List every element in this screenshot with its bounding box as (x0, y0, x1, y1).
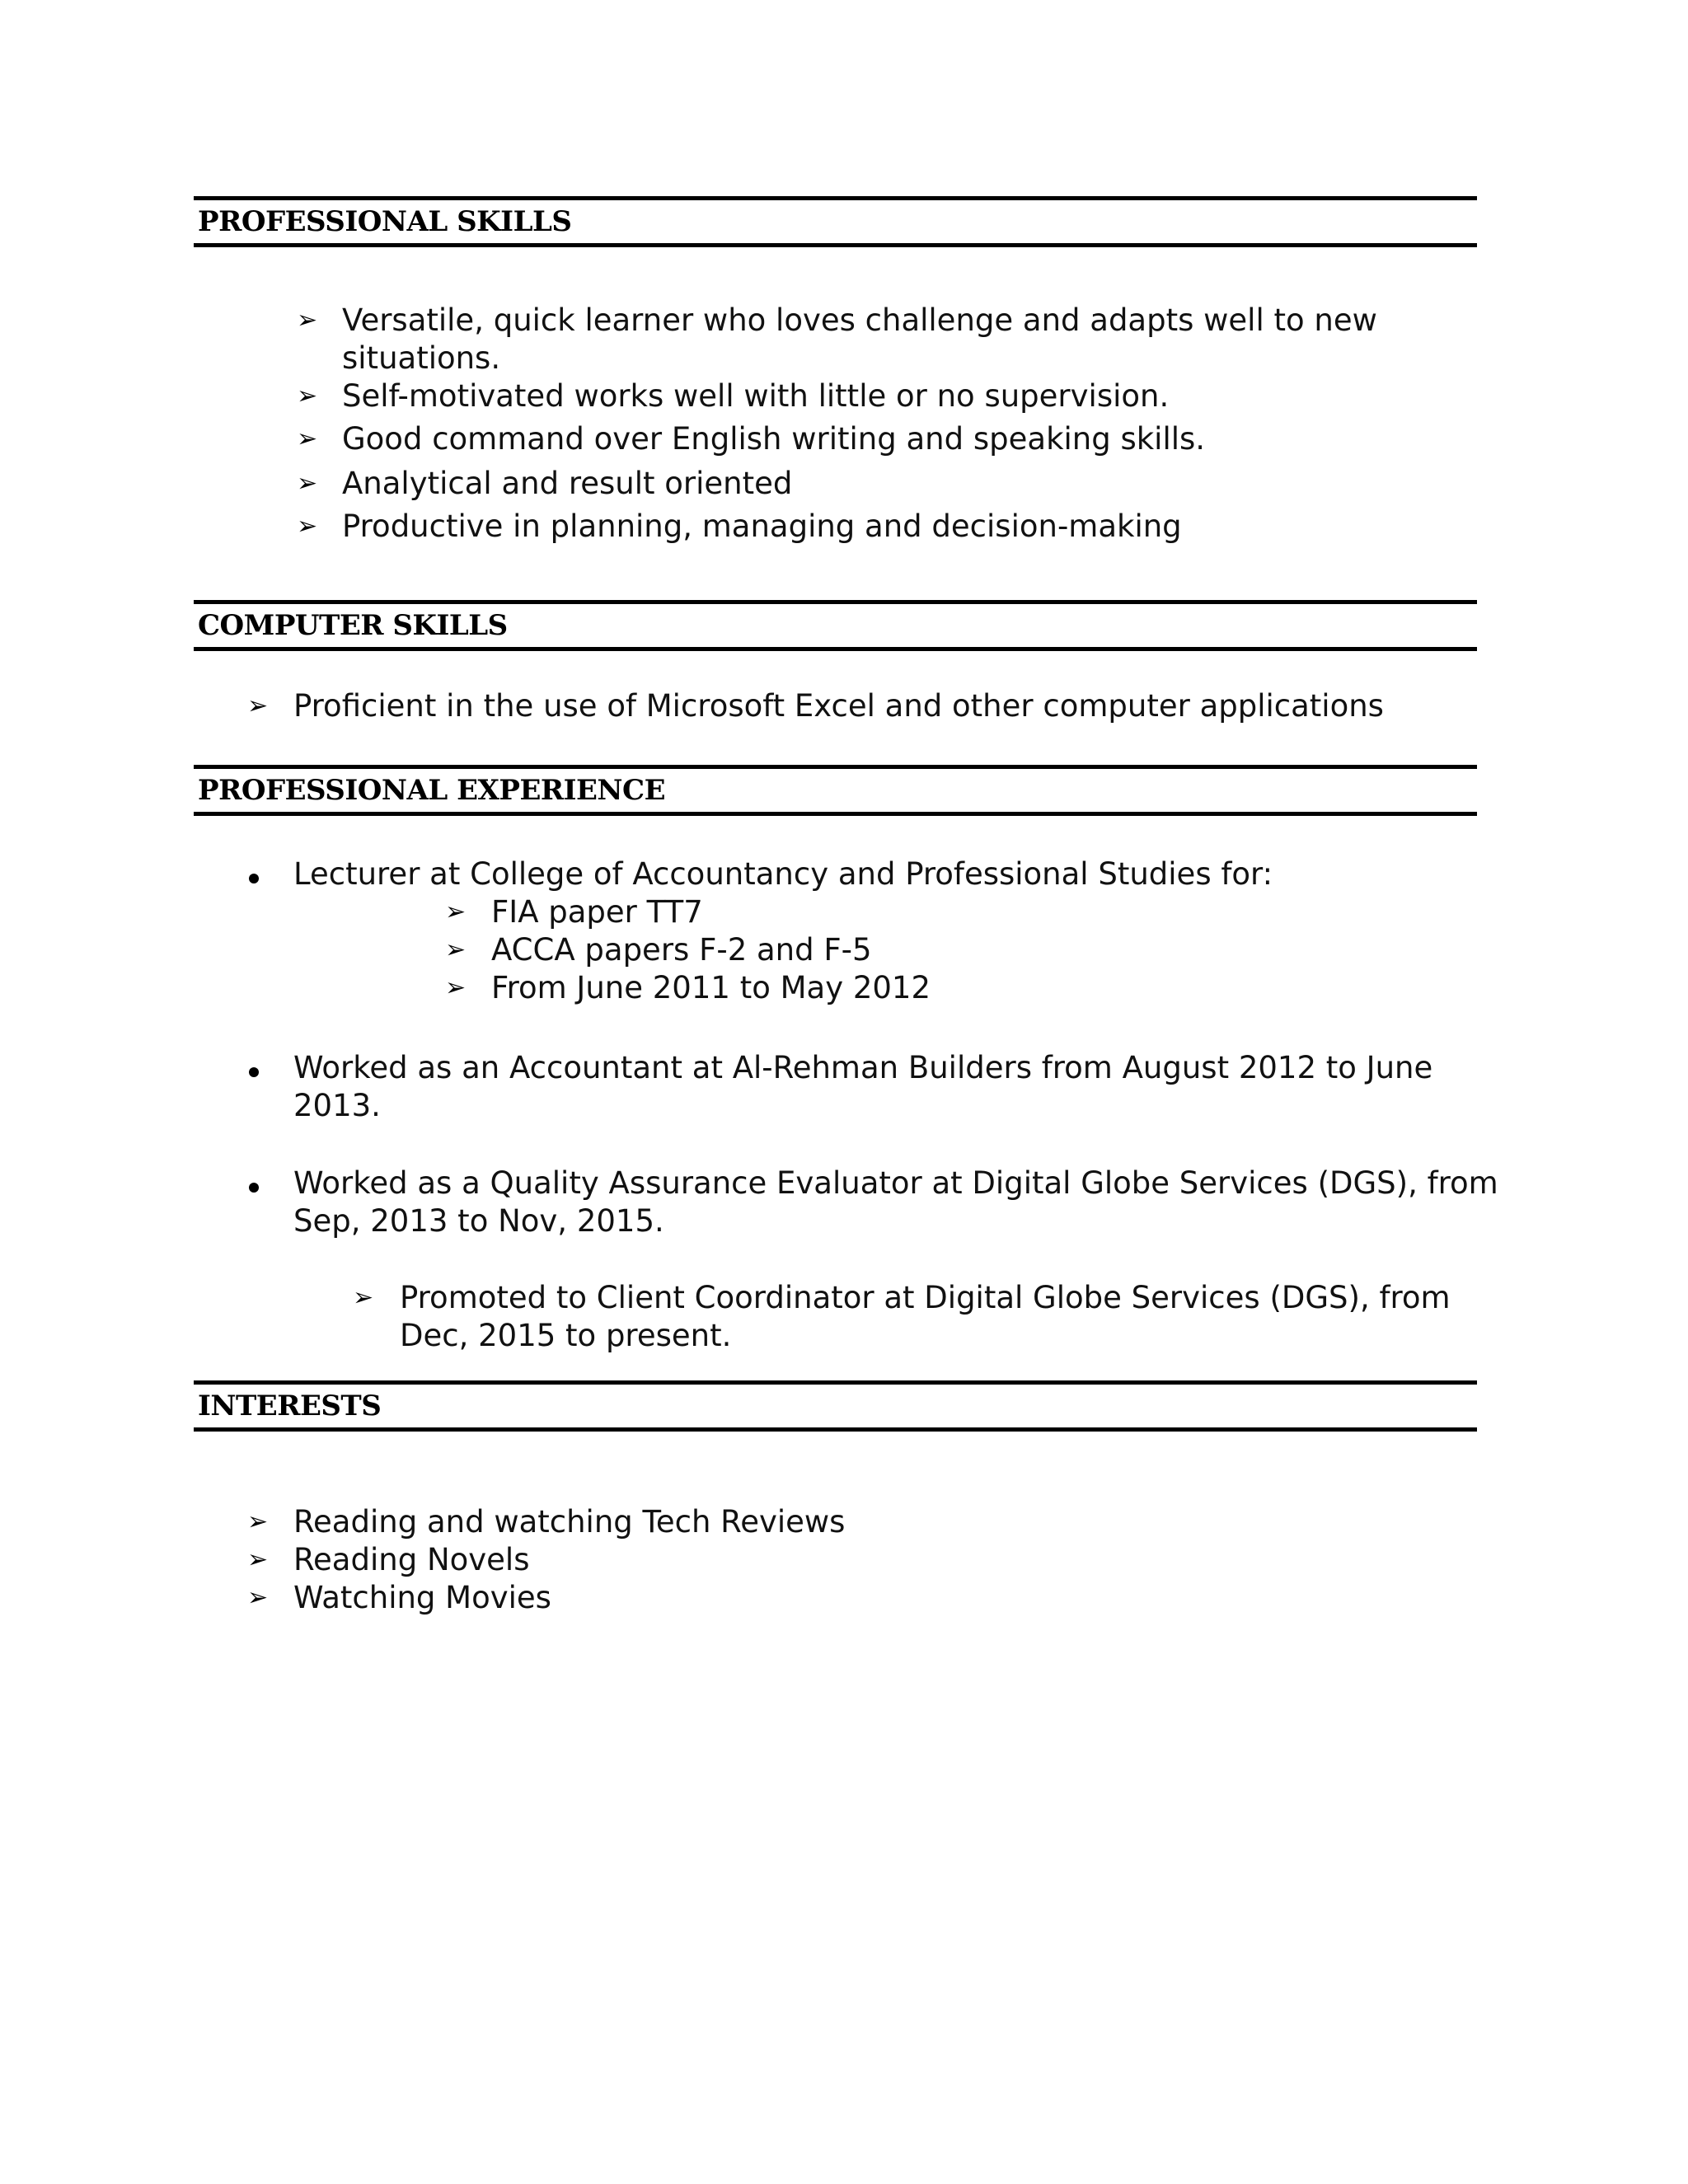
round-bullet-icon (249, 874, 259, 883)
experience-entry-line: Worked as an Accountant at Al-Rehman Builders from August 2012 to June (293, 1050, 1433, 1085)
skill-item: Productive in planning, managing and decision-making (342, 509, 1182, 544)
experience-sub-item: FIA paper TT7 (491, 894, 703, 930)
section-heading-interests: INTERESTS (198, 1390, 382, 1422)
experience-entry-line: Sep, 2013 to Nov, 2015. (293, 1203, 664, 1239)
section-heading-professional-skills: PROFESSIONAL SKILLS (198, 205, 572, 238)
arrowhead-bullet-icon: ➢ (445, 898, 467, 926)
experience-entry-line: Worked as a Quality Assurance Evaluator at Digital Globe Services (DGS), from (293, 1165, 1498, 1201)
arrowhead-bullet-icon: ➢ (353, 1283, 374, 1312)
section-bottom-rule (194, 243, 1477, 247)
arrowhead-bullet-icon: ➢ (247, 1583, 269, 1612)
experience-sub-item: From June 2011 to May 2012 (491, 970, 931, 1005)
arrowhead-bullet-icon: ➢ (297, 469, 318, 498)
arrowhead-bullet-icon: ➢ (297, 306, 318, 335)
arrowhead-bullet-icon: ➢ (445, 973, 467, 1002)
section-heading-computer-skills: COMPUTER SKILLS (198, 609, 508, 642)
arrowhead-bullet-icon: ➢ (247, 691, 269, 720)
interest-item: Reading and watching Tech Reviews (293, 1504, 846, 1540)
skill-item-continuation: situations. (342, 340, 501, 376)
section-top-rule (194, 600, 1477, 604)
arrowhead-bullet-icon: ➢ (445, 935, 467, 964)
experience-sub-item: ACCA papers F-2 and F-5 (491, 932, 872, 968)
experience-entry-line: 2013. (293, 1088, 381, 1123)
arrowhead-bullet-icon: ➢ (297, 424, 318, 453)
arrowhead-bullet-icon: ➢ (247, 1545, 269, 1574)
interest-item: Reading Novels (293, 1542, 530, 1577)
section-bottom-rule (194, 812, 1477, 816)
section-top-rule (194, 1380, 1477, 1385)
section-top-rule (194, 765, 1477, 769)
skill-item: Good command over English writing and speaking skills. (342, 421, 1206, 457)
arrowhead-bullet-icon: ➢ (297, 382, 318, 410)
experience-sub-item-continuation: Dec, 2015 to present. (400, 1318, 732, 1353)
arrowhead-bullet-icon: ➢ (247, 1507, 269, 1536)
section-bottom-rule (194, 1427, 1477, 1432)
round-bullet-icon (249, 1183, 259, 1193)
round-bullet-icon (249, 1067, 259, 1077)
section-bottom-rule (194, 647, 1477, 651)
skill-item: Self-motivated works well with little or no supervision. (342, 378, 1170, 414)
experience-entry-line: Lecturer at College of Accountancy and Professional Studies for: (293, 856, 1273, 892)
section-top-rule (194, 196, 1477, 200)
interest-item: Watching Movies (293, 1580, 551, 1615)
arrowhead-bullet-icon: ➢ (297, 512, 318, 541)
computer-skill-item: Proficient in the use of Microsoft Excel and other computer applications (293, 688, 1384, 724)
skill-item: Versatile, quick learner who loves challenge and adapts well to new (342, 302, 1377, 338)
section-heading-professional-experience: PROFESSIONAL EXPERIENCE (198, 774, 665, 807)
experience-sub-item: Promoted to Client Coordinator at Digital Globe Services (DGS), from (400, 1280, 1451, 1315)
skill-item: Analytical and result oriented (342, 466, 793, 501)
